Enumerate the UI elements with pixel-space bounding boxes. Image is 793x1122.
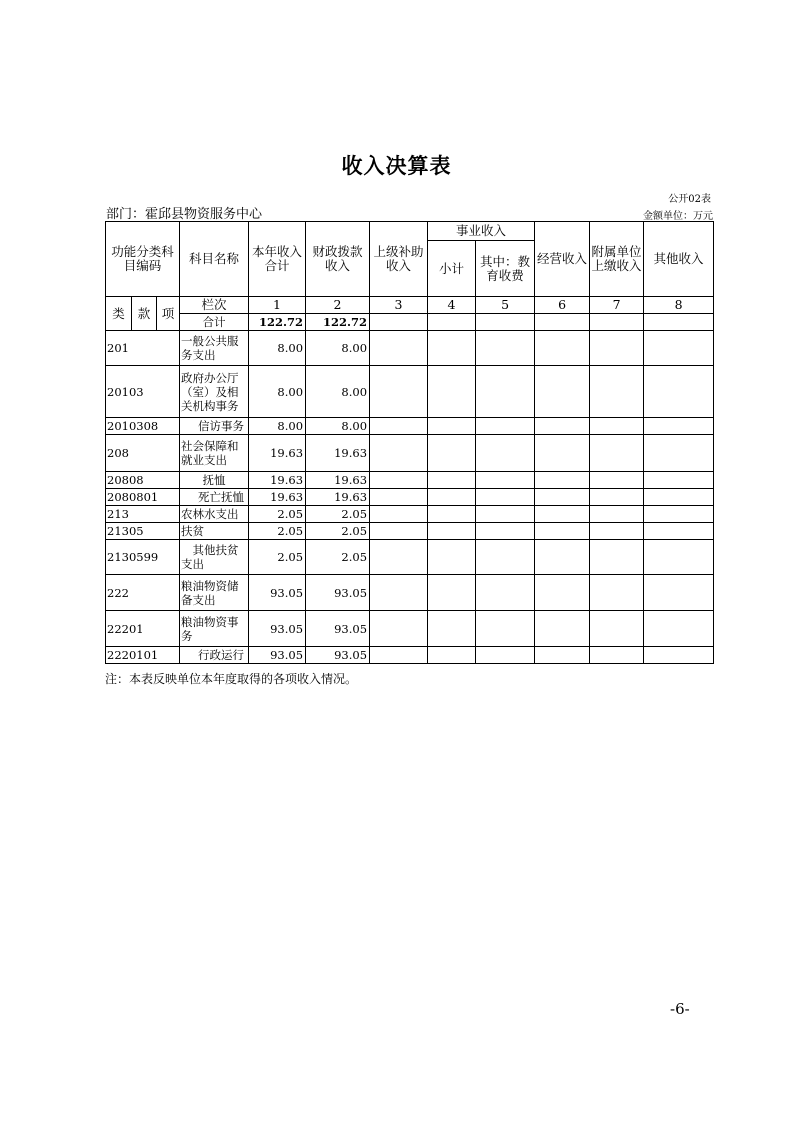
header-business-income: 事业收入 bbox=[428, 222, 535, 241]
row-name: 政府办公厅（室）及相关机构事务 bbox=[180, 366, 249, 418]
header-fiscal: 财政拨款收入 bbox=[306, 222, 370, 297]
row-total: 19.63 bbox=[249, 435, 306, 472]
row-name: 死亡抚恤 bbox=[180, 489, 249, 506]
row-fiscal: 2.05 bbox=[306, 506, 370, 523]
row-name: 粮油物资储备支出 bbox=[180, 575, 249, 611]
row-fiscal: 8.00 bbox=[306, 418, 370, 435]
table-row bbox=[106, 418, 714, 435]
table-row bbox=[106, 489, 714, 506]
table-row bbox=[106, 472, 714, 489]
col-num-2: 2 bbox=[306, 297, 370, 314]
col-num-3: 3 bbox=[370, 297, 428, 314]
amount-unit-label: 金额单位：万元 bbox=[643, 211, 713, 222]
header-lei: 类 bbox=[106, 297, 132, 331]
col-num-4: 4 bbox=[428, 297, 476, 314]
row-fiscal: 2.05 bbox=[306, 523, 370, 540]
row-name: 扶贫 bbox=[180, 523, 249, 540]
table-row bbox=[106, 435, 714, 472]
header-total-income: 本年收入合计 bbox=[249, 222, 306, 297]
row-total: 8.00 bbox=[249, 331, 306, 366]
row-total: 19.63 bbox=[249, 489, 306, 506]
total-row-total: 122.72 bbox=[249, 314, 306, 331]
row-code: 2080801 bbox=[106, 489, 180, 506]
table-code: 公开02表 bbox=[668, 194, 711, 205]
row-name: 其他扶贫支出 bbox=[180, 540, 249, 575]
row-code: 21305 bbox=[106, 523, 180, 540]
row-name: 信访事务 bbox=[180, 418, 249, 435]
row-fiscal: 19.63 bbox=[306, 472, 370, 489]
row-code: 208 bbox=[106, 435, 180, 472]
header-kuan: 款 bbox=[132, 297, 157, 331]
table-row bbox=[106, 540, 714, 575]
table-row bbox=[106, 523, 714, 540]
row-fiscal: 2.05 bbox=[306, 540, 370, 575]
row-total: 2.05 bbox=[249, 523, 306, 540]
row-fiscal: 8.00 bbox=[306, 366, 370, 418]
header-operating: 经营收入 bbox=[535, 222, 590, 297]
table-row bbox=[106, 506, 714, 523]
col-num-8: 8 bbox=[644, 297, 714, 314]
header-affiliated: 附属单位上缴收入 bbox=[590, 222, 644, 297]
row-name: 抚恤 bbox=[180, 472, 249, 489]
row-total: 8.00 bbox=[249, 418, 306, 435]
table-row bbox=[106, 575, 714, 611]
row-fiscal: 93.05 bbox=[306, 647, 370, 664]
col-num-6: 6 bbox=[535, 297, 590, 314]
row-code: 201 bbox=[106, 331, 180, 366]
col-num-1: 1 bbox=[249, 297, 306, 314]
table-row bbox=[106, 647, 714, 664]
header-edu-fee: 其中：教育收费 bbox=[476, 241, 535, 297]
row-total: 19.63 bbox=[249, 472, 306, 489]
row-total: 8.00 bbox=[249, 366, 306, 418]
row-total: 93.05 bbox=[249, 611, 306, 647]
row-code: 213 bbox=[106, 506, 180, 523]
row-code: 2130599 bbox=[106, 540, 180, 575]
total-row-fiscal: 122.72 bbox=[306, 314, 370, 331]
row-total: 93.05 bbox=[249, 647, 306, 664]
table-row bbox=[106, 331, 714, 366]
row-code: 20103 bbox=[106, 366, 180, 418]
header-subtotal: 小计 bbox=[428, 241, 476, 297]
row-total: 93.05 bbox=[249, 575, 306, 611]
row-fiscal: 93.05 bbox=[306, 575, 370, 611]
table-row bbox=[106, 611, 714, 647]
total-row-label: 合计 bbox=[180, 314, 249, 331]
row-fiscal: 8.00 bbox=[306, 331, 370, 366]
table-note: 注：本表反映单位本年度取得的各项收入情况。 bbox=[105, 672, 358, 686]
header-func-code: 功能分类科目编码 bbox=[106, 222, 180, 297]
header-xiang: 项 bbox=[157, 297, 180, 331]
row-name: 行政运行 bbox=[180, 647, 249, 664]
header-upper-subsidy: 上级补助收入 bbox=[370, 222, 428, 297]
row-fiscal: 93.05 bbox=[306, 611, 370, 647]
col-num-7: 7 bbox=[590, 297, 644, 314]
row-total: 2.05 bbox=[249, 540, 306, 575]
row-fiscal: 19.63 bbox=[306, 489, 370, 506]
col-num-5: 5 bbox=[476, 297, 535, 314]
row-code: 222 bbox=[106, 575, 180, 611]
row-code: 2220101 bbox=[106, 647, 180, 664]
row-name: 一般公共服务支出 bbox=[180, 331, 249, 366]
row-name: 粮油物资事务 bbox=[180, 611, 249, 647]
income-table bbox=[105, 221, 714, 664]
row-total: 2.05 bbox=[249, 506, 306, 523]
row-name: 社会保障和就业支出 bbox=[180, 435, 249, 472]
row-code: 2010308 bbox=[106, 418, 180, 435]
row-name: 农林水支出 bbox=[180, 506, 249, 523]
page-number: -6- bbox=[670, 1000, 690, 1018]
row-code: 22201 bbox=[106, 611, 180, 647]
table-row bbox=[106, 366, 714, 418]
row-code: 20808 bbox=[106, 472, 180, 489]
header-other: 其他收入 bbox=[644, 222, 714, 297]
header-item-name: 科目名称 bbox=[180, 222, 249, 297]
page-title: 收入决算表 bbox=[341, 153, 452, 178]
header-lanci: 栏次 bbox=[180, 297, 249, 314]
department-label: 部门：霍邱县物资服务中心 bbox=[106, 207, 263, 222]
row-fiscal: 19.63 bbox=[306, 435, 370, 472]
